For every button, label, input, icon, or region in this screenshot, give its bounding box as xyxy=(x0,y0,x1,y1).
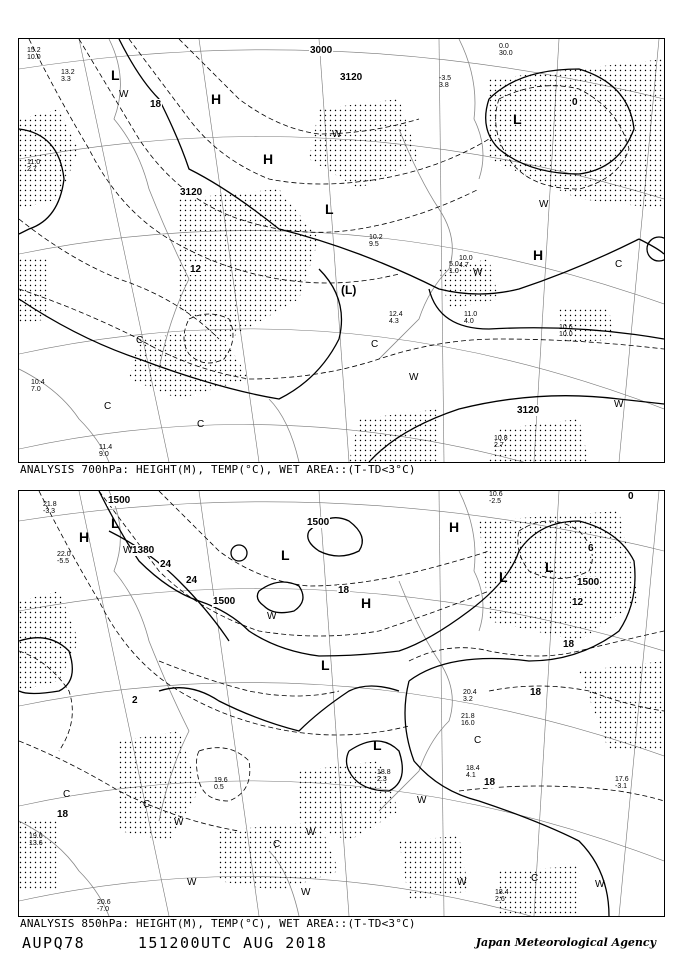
station-value: 10.4 7.0 xyxy=(31,379,45,393)
cold-marker: C xyxy=(371,339,379,350)
warm-marker: W xyxy=(539,199,549,210)
station-value: 11.0 2.7 xyxy=(27,159,41,173)
station-value: 11.4 9.0 xyxy=(99,444,113,458)
warm-marker: W xyxy=(119,89,129,100)
isotherm-label: 18 xyxy=(484,777,496,788)
map-panel-850hpa xyxy=(18,490,665,917)
height-label: 1380 xyxy=(132,545,155,556)
isotherm-label: 0 xyxy=(628,491,634,502)
low-pressure-marker: L xyxy=(111,67,120,83)
warm-marker: W xyxy=(306,827,316,838)
isotherm-label: 18 xyxy=(563,639,575,650)
cold-marker: C xyxy=(136,335,144,346)
station-value: 10.6 10.0 xyxy=(559,324,573,338)
warm-marker: W xyxy=(457,877,467,888)
product-code: AUPQ78 xyxy=(22,934,86,952)
station-value: 13.2 3.3 xyxy=(61,69,75,83)
high-pressure-marker: H xyxy=(533,247,544,263)
station-value: 18.8 2.3 xyxy=(377,769,391,783)
high-pressure-marker: H xyxy=(263,151,274,167)
high-pressure-marker: H xyxy=(79,529,90,545)
height-label: 1500 xyxy=(577,577,600,588)
station-value: 15.2 10.0 xyxy=(27,47,41,61)
low-pressure-marker: L xyxy=(513,111,522,127)
low-pressure-marker: L xyxy=(499,569,508,585)
low-pressure-marker: L xyxy=(111,515,120,531)
station-value: 21.8 16.0 xyxy=(461,713,475,727)
low-pressure-marker: L xyxy=(373,737,382,753)
panel-850-caption: ANALYSIS 850hPa: HEIGHT(M), TEMP(°C), WET AREA::(T-TD<3°C) xyxy=(20,917,416,930)
low-pressure-marker: L xyxy=(325,201,334,217)
agency-name: Japan Meteorological Agency xyxy=(475,936,656,949)
height-label: 3120 xyxy=(180,187,203,198)
map-700hpa-lines xyxy=(19,39,664,462)
low-pressure-marker: L xyxy=(321,657,330,673)
high-pressure-marker: H xyxy=(211,91,222,107)
warm-marker: W xyxy=(409,372,419,383)
station-value: 10.8 2.7 xyxy=(494,435,508,449)
isotherm-label: 2 xyxy=(132,695,138,706)
product-footer xyxy=(22,934,327,952)
height-label: 3120 xyxy=(340,72,363,83)
isotherm-label: 24 xyxy=(160,559,172,570)
cold-marker: C xyxy=(143,799,151,810)
wet-areas xyxy=(19,59,664,462)
station-value: 21.8 -3.3 xyxy=(43,501,57,515)
cold-marker: C xyxy=(273,839,281,850)
height-label: 3120 xyxy=(517,405,540,416)
station-value: 19.6 13.6 xyxy=(29,833,43,847)
isotherm-label: 6 xyxy=(588,543,594,554)
station-value: 10.6 -2.5 xyxy=(489,491,503,505)
station-value: -3.5 3.8 xyxy=(439,75,452,89)
warm-marker: W xyxy=(332,129,342,140)
isotherm-label: 18 xyxy=(530,687,542,698)
cold-marker: C xyxy=(104,401,112,412)
station-value: 11.0 4.0 xyxy=(464,311,478,325)
station-value: 18.4 2.6 xyxy=(495,889,509,903)
station-value: 20.6 -7.0 xyxy=(97,899,111,913)
panel-700-caption: ANALYSIS 700hPa: HEIGHT(M), TEMP(°C), WET AREA::(T-TD<3°C) xyxy=(20,463,416,476)
warm-marker: W xyxy=(417,795,427,806)
isotherm-label: 24 xyxy=(186,575,198,586)
low-pressure-marker: L xyxy=(281,547,290,563)
isotherm-label: 0 xyxy=(572,97,578,108)
isotherm-label: 12 xyxy=(572,597,584,608)
station-value: 10.0 4.7 xyxy=(459,255,473,269)
station-value: 17.6 -3.1 xyxy=(615,776,629,790)
map-850hpa-lines xyxy=(19,491,664,916)
warm-marker: W xyxy=(301,887,311,898)
warm-marker: W xyxy=(614,399,624,410)
isotherm-label: 18 xyxy=(150,99,162,110)
low-pressure-marker: L xyxy=(545,559,554,575)
cold-marker: C xyxy=(63,789,71,800)
valid-time: 151200UTC AUG 2018 xyxy=(137,934,328,952)
station-value: 12.4 4.3 xyxy=(389,311,403,325)
station-value: 10.2 9.5 xyxy=(369,234,383,248)
isotherm-label: 18 xyxy=(338,585,350,596)
high-pressure-marker: H xyxy=(449,519,460,535)
low-pressure-marker: (L) xyxy=(341,283,357,297)
height-label: 1500 xyxy=(307,517,330,528)
station-value: 5.0 1.0 xyxy=(449,261,459,275)
isotherm-label: 18 xyxy=(57,809,69,820)
warm-marker: W xyxy=(123,545,133,556)
station-value: 18.4 4.1 xyxy=(466,765,480,779)
station-value: 22.0 -5.5 xyxy=(57,551,71,565)
station-value: 0.0 30.0 xyxy=(499,43,513,57)
station-value: 19.6 0.5 xyxy=(214,777,228,791)
station-value: 20.4 3.2 xyxy=(463,689,477,703)
warm-marker: W xyxy=(187,877,197,888)
height-label: 1500 xyxy=(213,596,236,607)
cold-marker: C xyxy=(197,419,205,430)
wet-areas xyxy=(19,511,664,916)
height-label: 1500 xyxy=(108,495,131,506)
cold-marker: C xyxy=(615,259,623,270)
warm-marker: W xyxy=(473,267,483,278)
warm-marker: W xyxy=(267,611,277,622)
height-label: 3000 xyxy=(310,45,333,56)
cold-marker: C xyxy=(474,735,482,746)
map-panel-700hpa xyxy=(18,38,665,463)
high-pressure-marker: H xyxy=(361,595,372,611)
warm-marker: W xyxy=(595,879,605,890)
cold-marker: C xyxy=(531,873,539,884)
isotherm-label: 12 xyxy=(190,264,202,275)
warm-marker: W xyxy=(174,817,184,828)
